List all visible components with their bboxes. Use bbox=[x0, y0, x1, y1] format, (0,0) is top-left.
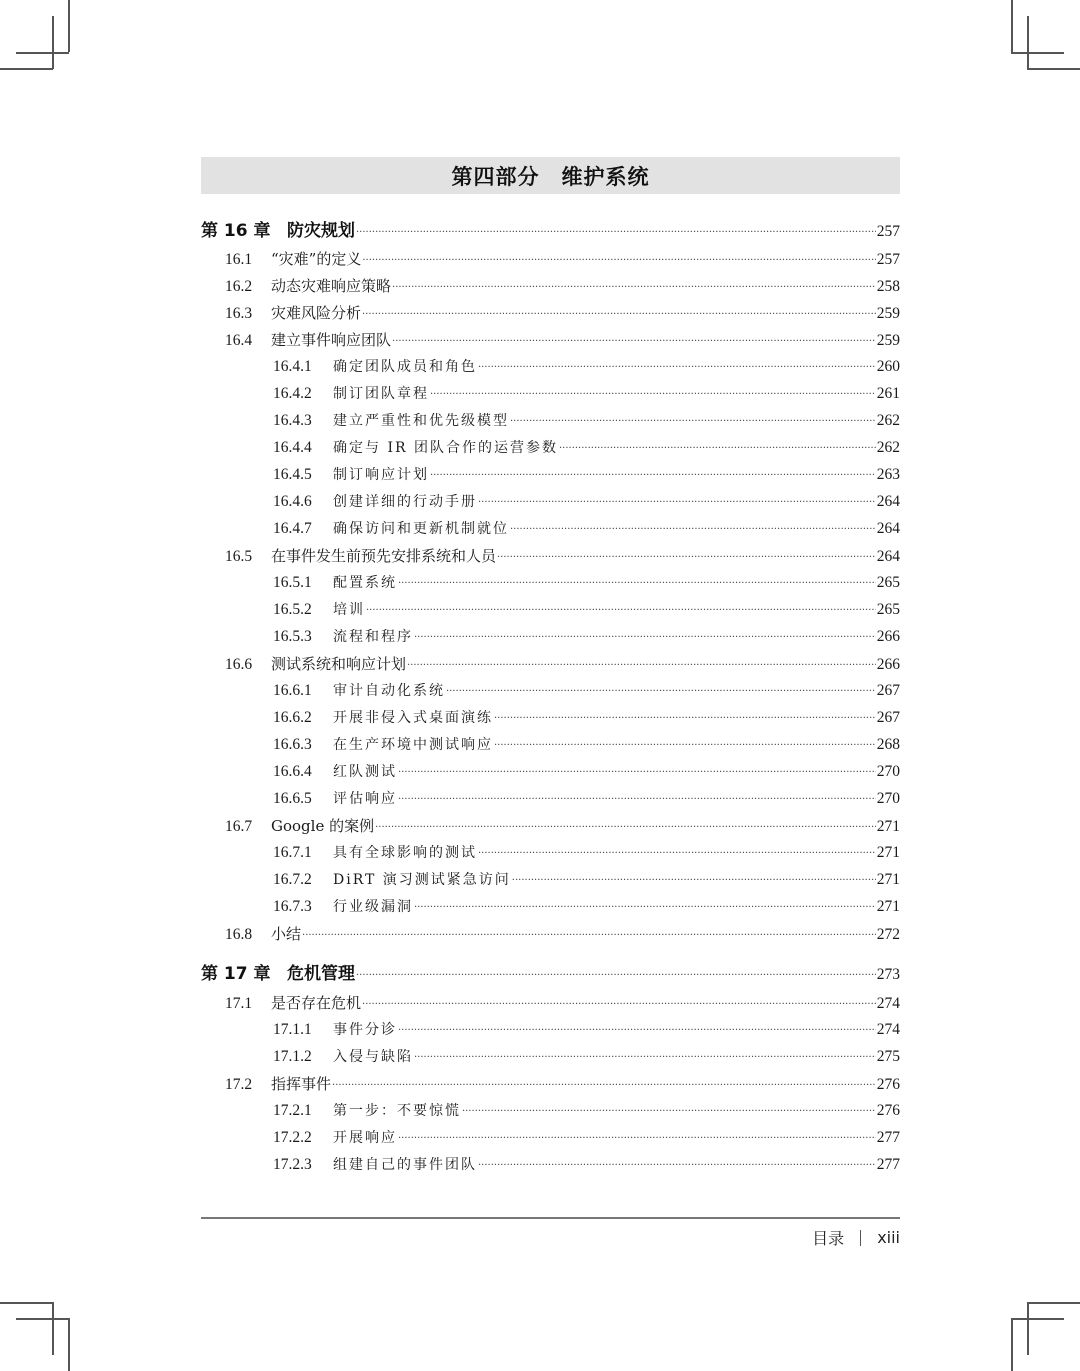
crop-mark bbox=[52, 1302, 54, 1355]
page-footer bbox=[812, 1226, 900, 1249]
crop-mark bbox=[1011, 0, 1013, 52]
dot-leader bbox=[414, 632, 876, 643]
toc-entry-title: 评估响应 bbox=[333, 791, 397, 807]
crop-mark bbox=[1027, 68, 1080, 70]
toc-entry-title: 创建详细的行动手册 bbox=[333, 494, 477, 510]
part-banner bbox=[201, 157, 900, 194]
toc-entry-section bbox=[201, 992, 900, 1013]
toc-entry-page: 276 bbox=[876, 1076, 900, 1093]
toc-entry-page: 257 bbox=[876, 223, 900, 240]
toc-entry-title: 小结 bbox=[271, 925, 302, 943]
toc-entry-subsection bbox=[201, 869, 900, 889]
toc-entry-number: 16.6.1 bbox=[273, 682, 312, 699]
toc-entry-page: 270 bbox=[876, 763, 900, 780]
dot-leader bbox=[392, 282, 876, 293]
toc-entry-title: 危机管理 bbox=[287, 964, 355, 984]
dot-leader bbox=[510, 524, 876, 535]
toc-entry-page: 271 bbox=[876, 818, 900, 835]
toc-entry-subsection bbox=[201, 734, 900, 754]
toc-entry-title: 确定团队成员和角色 bbox=[333, 359, 477, 375]
toc-entry-title: 指挥事件 bbox=[271, 1075, 332, 1093]
toc-entry-number: 16.7.2 bbox=[273, 871, 312, 888]
toc-entry-subsection bbox=[201, 437, 900, 457]
toc-entry-title: 开展非侵入式桌面演练 bbox=[333, 710, 493, 726]
toc-entry-title: 在事件发生前预先安排系统和人员 bbox=[271, 547, 497, 565]
dot-leader bbox=[398, 1133, 876, 1144]
dot-leader bbox=[375, 822, 876, 833]
toc-entry-section bbox=[201, 302, 900, 323]
toc-entry-page: 267 bbox=[876, 709, 900, 726]
toc-entry-number: 16.4.2 bbox=[273, 385, 312, 402]
dot-leader bbox=[414, 1052, 876, 1063]
toc-entry-page: 261 bbox=[876, 385, 900, 402]
toc-entry-number: 17.2 bbox=[225, 1076, 253, 1093]
toc-entry-number: 16.6 bbox=[225, 656, 253, 673]
toc-entry-subsection bbox=[201, 1019, 900, 1039]
toc-entry-number: 16.6.3 bbox=[273, 736, 312, 753]
toc-entry-page: 271 bbox=[876, 898, 900, 915]
toc-entry-page: 274 bbox=[876, 1021, 900, 1038]
toc-entry-number: 16.6.2 bbox=[273, 709, 312, 726]
toc-entry-number: 16.4.1 bbox=[273, 358, 312, 375]
toc-entry-subsection bbox=[201, 1046, 900, 1066]
toc-entry-title: 防灾规划 bbox=[287, 221, 355, 241]
toc-entry-title: 制订响应计划 bbox=[333, 467, 429, 483]
toc-entry-page: 262 bbox=[876, 439, 900, 456]
toc-entry-number: 16.6.4 bbox=[273, 763, 312, 780]
crop-mark bbox=[0, 1302, 53, 1304]
toc-entry-page: 264 bbox=[876, 520, 900, 537]
toc-entry-page: 259 bbox=[876, 332, 900, 349]
toc-entry-title: 制订团队章程 bbox=[333, 386, 429, 402]
dot-leader bbox=[366, 605, 876, 616]
toc-entry-number: 16.4.5 bbox=[273, 466, 312, 483]
crop-mark bbox=[1011, 52, 1064, 54]
toc-entry-subsection bbox=[201, 707, 900, 727]
toc-entry-number: 16.5.1 bbox=[273, 574, 312, 591]
toc-entry-title: 组建自己的事件团队 bbox=[333, 1157, 477, 1173]
part-title: 第四部分 维护系统 bbox=[451, 163, 650, 189]
toc-entry-page: 270 bbox=[876, 790, 900, 807]
toc-entry-number: 16.7.1 bbox=[273, 844, 312, 861]
toc-entry-page: 260 bbox=[876, 358, 900, 375]
toc-entry-number: 17.2.2 bbox=[273, 1129, 312, 1146]
toc-entry-number: 16.5.2 bbox=[273, 601, 312, 618]
toc-entry-number: 17.1.2 bbox=[273, 1048, 312, 1065]
dot-leader bbox=[478, 362, 876, 373]
toc-entry-title: Google 的案例 bbox=[271, 817, 375, 835]
toc-entry-subsection bbox=[201, 626, 900, 646]
toc-entry-number: 16.3 bbox=[225, 305, 253, 322]
dot-leader bbox=[494, 713, 876, 724]
toc-entry-page: 276 bbox=[876, 1102, 900, 1119]
toc-entry-section bbox=[201, 653, 900, 674]
toc-entry-page: 265 bbox=[876, 574, 900, 591]
crop-mark bbox=[1027, 1302, 1029, 1355]
toc-entry-title: 入侵与缺陷 bbox=[333, 1049, 413, 1065]
dot-leader bbox=[407, 660, 876, 671]
toc-entry-section bbox=[201, 329, 900, 350]
toc-entry-title: 行业级漏洞 bbox=[333, 899, 413, 915]
toc-entry-subsection bbox=[201, 761, 900, 781]
toc-entry-section bbox=[201, 275, 900, 296]
toc-entry-number: 16.1 bbox=[225, 251, 253, 268]
crop-mark bbox=[1027, 1302, 1080, 1304]
toc-entry-title: 建立事件响应团队 bbox=[271, 331, 392, 349]
toc-entry-page: 277 bbox=[876, 1156, 900, 1173]
toc-entry-page: 265 bbox=[876, 601, 900, 618]
toc-entry-subsection bbox=[201, 1127, 900, 1147]
toc-entry-subsection bbox=[201, 788, 900, 808]
toc-entry-number: 第 16 章 bbox=[201, 221, 271, 241]
toc-entry-chapter bbox=[201, 959, 900, 984]
toc-entry-number: 16.4 bbox=[225, 332, 253, 349]
toc-entry-page: 271 bbox=[876, 871, 900, 888]
toc-entry-page: 262 bbox=[876, 412, 900, 429]
toc-entry-section bbox=[201, 923, 900, 944]
toc-entry-chapter bbox=[201, 216, 900, 241]
dot-leader bbox=[302, 930, 876, 941]
footer-label: 目录 bbox=[812, 1229, 845, 1248]
toc-entry-section bbox=[201, 1073, 900, 1094]
toc-entry-number: 16.4.4 bbox=[273, 439, 312, 456]
toc-entry-title: 灾难风险分析 bbox=[271, 304, 362, 322]
toc-entry-number: 16.5.3 bbox=[273, 628, 312, 645]
toc-entry-subsection bbox=[201, 842, 900, 862]
dot-leader bbox=[362, 309, 876, 320]
page-number: xiii bbox=[877, 1228, 900, 1247]
toc-entry-section bbox=[201, 248, 900, 269]
dot-leader bbox=[362, 999, 876, 1010]
toc-entry-title: 审计自动化系统 bbox=[333, 683, 445, 699]
dot-leader bbox=[510, 416, 876, 427]
toc-entry-page: 268 bbox=[876, 736, 900, 753]
toc-entry-number: 16.4.7 bbox=[273, 520, 312, 537]
toc-entry-title: 在生产环境中测试响应 bbox=[333, 737, 493, 753]
toc-entry-number: 16.6.5 bbox=[273, 790, 312, 807]
toc-entry-page: 263 bbox=[876, 466, 900, 483]
toc-entry-subsection bbox=[201, 356, 900, 376]
dot-leader bbox=[559, 443, 876, 454]
toc-entry-title: 动态灾难响应策略 bbox=[271, 277, 392, 295]
toc-entry-page: 274 bbox=[876, 995, 900, 1012]
toc-entry-title: “灾难”的定义 bbox=[271, 250, 362, 268]
toc-entry-title: 流程和程序 bbox=[333, 629, 413, 645]
dot-leader bbox=[398, 767, 876, 778]
dot-leader bbox=[478, 848, 876, 859]
toc-entry-subsection bbox=[201, 518, 900, 538]
toc-entry-number: 17.1.1 bbox=[273, 1021, 312, 1038]
toc-entry-title: 确定与 IR 团队合作的运营参数 bbox=[333, 440, 558, 456]
dot-leader bbox=[356, 227, 876, 238]
toc-entry-page: 266 bbox=[876, 656, 900, 673]
toc-entry-page: 259 bbox=[876, 305, 900, 322]
toc-entry-number: 16.4.6 bbox=[273, 493, 312, 510]
crop-mark bbox=[68, 0, 70, 52]
dot-leader bbox=[332, 1080, 876, 1091]
toc-entry-number: 17.1 bbox=[225, 995, 253, 1012]
dot-leader bbox=[392, 336, 876, 347]
toc-entry-subsection bbox=[201, 383, 900, 403]
toc-entry-page: 266 bbox=[876, 628, 900, 645]
toc-entry-title: 确保访问和更新机制就位 bbox=[333, 521, 509, 537]
toc-entry-subsection bbox=[201, 464, 900, 484]
toc-entry-number: 16.7 bbox=[225, 818, 253, 835]
toc-entry-page: 277 bbox=[876, 1129, 900, 1146]
toc-entry-title: 配置系统 bbox=[333, 575, 397, 591]
toc-entry-page: 258 bbox=[876, 278, 900, 295]
dot-leader bbox=[462, 1106, 876, 1117]
toc-entry-page: 257 bbox=[876, 251, 900, 268]
toc-entry-number: 17.2.1 bbox=[273, 1102, 312, 1119]
toc-entry-subsection bbox=[201, 572, 900, 592]
dot-leader bbox=[512, 875, 876, 886]
toc-entry-page: 271 bbox=[876, 844, 900, 861]
toc-entry-subsection bbox=[201, 896, 900, 916]
crop-mark bbox=[52, 16, 54, 69]
dot-leader bbox=[478, 1160, 876, 1171]
toc-entry-number: 第 17 章 bbox=[201, 964, 271, 984]
toc-entry-number: 16.4.3 bbox=[273, 412, 312, 429]
toc-entry-title: 是否存在危机 bbox=[271, 994, 362, 1012]
toc-entry-page: 264 bbox=[876, 548, 900, 565]
dot-leader bbox=[362, 255, 875, 266]
dot-leader bbox=[430, 470, 876, 481]
toc-entry-subsection bbox=[201, 599, 900, 619]
toc-entry-title: DiRT 演习测试紧急访问 bbox=[333, 872, 511, 888]
footer-separator bbox=[860, 1230, 861, 1246]
footer-divider bbox=[201, 1217, 900, 1219]
toc-entry-section bbox=[201, 815, 900, 836]
toc-entry-subsection bbox=[201, 410, 900, 430]
dot-leader bbox=[398, 1025, 876, 1036]
toc-entry-page: 267 bbox=[876, 682, 900, 699]
toc-entry-title: 培训 bbox=[333, 602, 365, 618]
toc-entry-section bbox=[201, 545, 900, 566]
toc-entry-subsection bbox=[201, 1154, 900, 1174]
dot-leader bbox=[398, 578, 876, 589]
toc-entry-page: 275 bbox=[876, 1048, 900, 1065]
toc-entry-title: 事件分诊 bbox=[333, 1022, 397, 1038]
toc-entry-subsection bbox=[201, 491, 900, 511]
dot-leader bbox=[414, 902, 876, 913]
crop-mark bbox=[1011, 1318, 1064, 1320]
toc-entry-number: 17.2.3 bbox=[273, 1156, 312, 1173]
toc-entry-number: 16.2 bbox=[225, 278, 253, 295]
crop-mark bbox=[16, 52, 69, 54]
dot-leader bbox=[478, 497, 876, 508]
toc-entry-number: 16.7.3 bbox=[273, 898, 312, 915]
crop-mark bbox=[1027, 16, 1029, 69]
crop-mark bbox=[0, 68, 53, 70]
toc-entry-page: 272 bbox=[876, 926, 900, 943]
toc-entry-page: 273 bbox=[876, 966, 900, 983]
dot-leader bbox=[430, 389, 876, 400]
toc-entry-title: 红队测试 bbox=[333, 764, 397, 780]
toc-entry-number: 16.8 bbox=[225, 926, 253, 943]
toc-entry-title: 第一步：不要惊慌 bbox=[333, 1103, 461, 1119]
crop-mark bbox=[68, 1318, 70, 1371]
crop-mark bbox=[16, 1318, 69, 1320]
dot-leader bbox=[497, 552, 876, 563]
toc-entry-title: 建立严重性和优先级模型 bbox=[333, 413, 509, 429]
dot-leader bbox=[494, 740, 876, 751]
toc-entry-page: 264 bbox=[876, 493, 900, 510]
crop-mark bbox=[1011, 1318, 1013, 1371]
dot-leader bbox=[398, 794, 876, 805]
toc-entry-title: 测试系统和响应计划 bbox=[271, 655, 407, 673]
toc-entry-title: 开展响应 bbox=[333, 1130, 397, 1146]
dot-leader bbox=[356, 970, 876, 981]
toc-entry-subsection bbox=[201, 1100, 900, 1120]
dot-leader bbox=[446, 686, 876, 697]
toc-entry-subsection bbox=[201, 680, 900, 700]
toc-entry-title: 具有全球影响的测试 bbox=[333, 845, 477, 861]
toc-entry-number: 16.5 bbox=[225, 548, 253, 565]
